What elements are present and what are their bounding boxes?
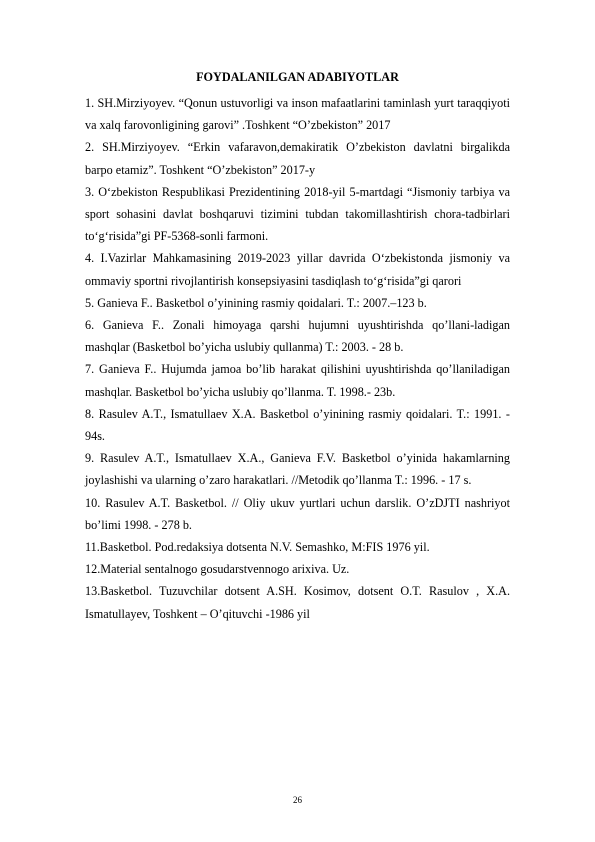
reference-item: 9. Rasulev A.T., Ismatullaev X.A., Ganieva F.V. Basketbol o’yinida hakamlarning joylashishi va ularning o’zaro harakatlari. //Metodik qo’llanma T.: 1996. - 17 s. [85,451,510,488]
page-number: 26 [293,795,302,805]
reference-list [85,92,510,625]
page-title: FOYDALANILGAN ADABIYOTLAR [196,70,399,84]
reference-item: 3. O‘zbekiston Respublikasi Prezidentining 2018-yil 5-martdagi “Jismoniy tarbiya va sport sohasini davlat boshqaruvi tizimini tubdan takomillashtirish chora-tadbirlari to‘g‘risida”gi PF-5368-sonli farmoni. [85,184,510,244]
reference-item: 7. Ganieva F.. Hujumda jamoa bo’lib harakat qilishini uyushtirishda qo’llaniladigan mashqlar. Basketbol bo’yicha uslubiy qo’llanma. T. 1998.- 23b. [85,362,510,399]
reference-item: 8. Rasulev A.T., Ismatullaev X.A. Basketbol o’yinining rasmiy qoidalari. T.: 1991. - 94s. [85,406,510,444]
reference-item: 12.Material sentalnogo gosudarstvennogo arixiva. Uz. [85,562,350,577]
reference-item: 13.Basketbol. Tuzuvchilar dotsent A.SH. Kosimov, dotsent O.T. Rasulov , X.A. Ismatullayev, Toshkent – O’qituvchi -1986 yil [85,584,510,621]
reference-item: 1. SH.Mirziyoyev. “Qonun ustuvorligi va inson mafaatlarini taminlash yurt taraqqiyoti va xalq farovonligining garovi” .Toshkent “O’zbekiston” 2017 [85,96,510,133]
reference-item: 11.Basketbol. Pod.redaksiya dotsenta N.V. Semashko, M:FIS 1976 yil. [85,540,430,555]
reference-item: 4. I.Vazirlar Mahkamasining 2019-2023 yillar davrida O‘zbekistonda jismoniy va ommaviy sportni rivojlantirish konsepsiyasini tasdiqlash to‘g‘risida”gi qarori [85,251,510,288]
reference-item: 5. Ganieva F.. Basketbol o’yinining rasmiy qoidalari. T.: 2007.–123 b. [85,295,427,310]
reference-item: 6. Ganieva F.. Zonali himoyaga qarshi hujumni uyushtirishda qo’llani-ladigan mashqlar (Basketbol bo’yicha uslubiy qullanma) T.: 2003. - 28 b. [85,318,510,355]
reference-item: 10. Rasulev A.T. Basketbol. // Oliy ukuv yurtlari uchun darslik. O’zDJTI nashriyot bo’limi 1998. - 278 b. [85,495,510,532]
reference-item: 2. SH.Mirziyoyev. “Erkin vafaravon,demakiratik O’zbekiston davlatni birgalikda barpo etamiz”. Toshkent “O’zbekiston” 2017-y [85,140,510,177]
